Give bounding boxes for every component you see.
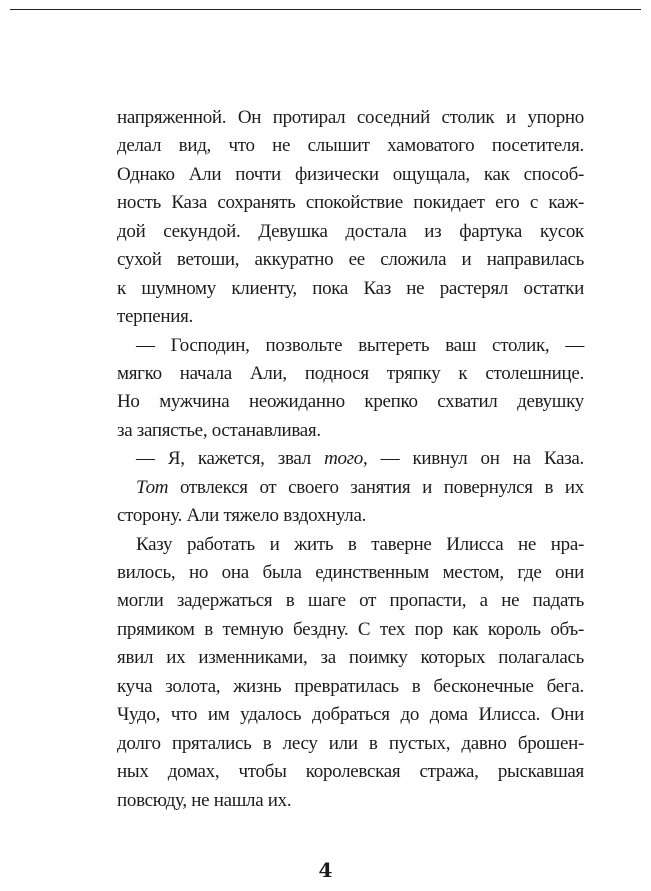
body-text	[117, 104, 584, 815]
text-line: Чудо, что им удалось добраться до дома Илисса. Они	[117, 704, 584, 726]
text-line: дой секундой. Девушка достала из фартука кусок	[117, 220, 584, 242]
text-line: явил их изменниками, за поимку которых полагалась	[117, 647, 584, 669]
text-line: Но мужчина неожиданно крепко схватил девушку	[117, 391, 584, 413]
text-line	[117, 445, 584, 473]
header-rule	[10, 9, 641, 10]
text-line: за запястье, останавливая.	[117, 419, 321, 441]
text-line: куча золота, жизнь превратилась в бесконечные бега.	[117, 675, 584, 697]
page-number: 4	[318, 858, 333, 882]
text-run: , — кивнул он на Каза.	[363, 448, 584, 470]
text-line: мягко начала Али, поднося тряпку к столешнице.	[117, 362, 584, 384]
text-line: ность Каза сохранять спокойствие покидает его с каж-	[117, 192, 584, 214]
text-run: — Я, кажется, звал	[136, 448, 325, 470]
text-line: напряженной. Он протирал соседний столик и упорно	[117, 107, 584, 128]
text-line: прямиком в темную бездну. С тех пор как король объ-	[117, 618, 584, 640]
text-line: — Господин, позвольте вытереть ваш столик, —	[136, 334, 584, 356]
text-line: Казу работать и жить в таверне Илисса не нра-	[136, 533, 584, 555]
text-line	[117, 474, 584, 502]
text-line: сторону. Али тяжело вздохнула.	[117, 505, 367, 527]
text-run: отвлекся от своего занятия и повернулся в их	[168, 476, 584, 498]
text-line: могли задержаться в шаге от пропасти, а не падать	[117, 590, 584, 612]
text-line: Однако Али почти физически ощущала, как способ-	[117, 163, 584, 185]
text-line: долго прятались в лесу или в пустых, давно брошен-	[117, 732, 584, 754]
italic-word: Тот	[136, 476, 169, 498]
text-line: ных домах, чтобы королевская стража, рыскавшая	[117, 761, 584, 783]
text-line: сухой ветоши, аккуратно ее сложила и направилась	[117, 249, 584, 271]
text-line: повсюду, не нашла их.	[117, 789, 292, 811]
italic-word: того	[324, 448, 363, 470]
text-line: вилось, но она была единственным местом, где они	[117, 562, 584, 583]
text-line: делал вид, что не слышит хамоватого посетителя.	[117, 135, 584, 157]
text-line: терпения.	[117, 306, 193, 328]
text-line: к шумному клиенту, пока Каз не растерял остатки	[117, 277, 584, 299]
